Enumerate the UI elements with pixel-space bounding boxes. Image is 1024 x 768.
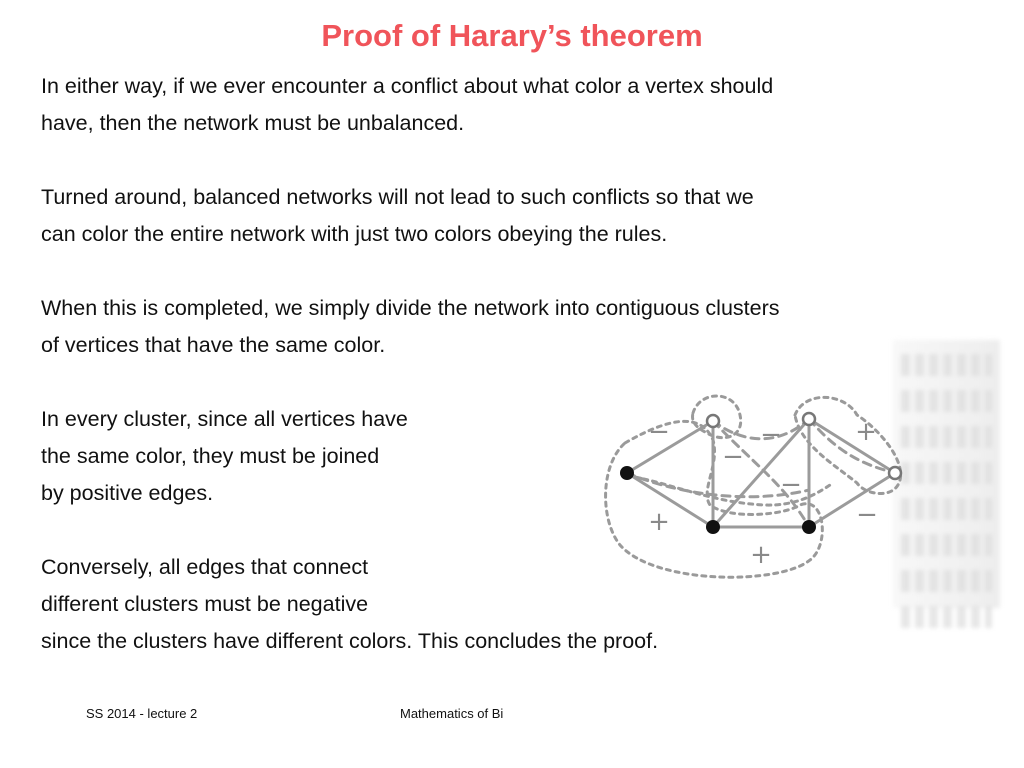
vertex-white (803, 413, 815, 425)
edge-sign-label: − (760, 420, 782, 450)
vertex-black (620, 466, 634, 480)
text-line: Conversely, all edges that connect (41, 555, 369, 579)
text-line: since the clusters have different colors. This concludes the proof. (41, 629, 659, 653)
paragraph-clusters (41, 290, 941, 364)
text-line: can color the entire network with just two colors obeying the rules. (41, 222, 668, 246)
network-edge (809, 473, 895, 527)
edge-sign-label: − (856, 500, 878, 530)
signed-network-figure (595, 385, 920, 600)
text-line: In either way, if we ever encounter a conflict about what color a vertex should (41, 74, 774, 98)
edge-sign-label: − (780, 470, 802, 500)
text-line: In every cluster, since all vertices have (41, 407, 408, 431)
paragraph-conflict (41, 68, 941, 142)
text-line: different clusters must be negative (41, 592, 369, 616)
footer-lecture: SS 2014 - lecture 2 (86, 706, 198, 721)
network-diagram (595, 385, 920, 595)
edge-sign-label: − (648, 417, 670, 447)
text-line: by positive edges. (41, 481, 214, 505)
text-line: When this is completed, we simply divide the network into contiguous clusters (41, 296, 780, 320)
edge-sign-label: + (750, 540, 772, 570)
edge-sign-label: − (722, 442, 744, 472)
network-edge (627, 473, 713, 527)
vertex-black (706, 520, 720, 534)
paragraph-balanced (41, 179, 941, 253)
text-line: the same color, they must be joined (41, 444, 380, 468)
edge-sign-label: + (648, 507, 670, 537)
network-edge (809, 419, 895, 473)
vertex-black (802, 520, 816, 534)
network-edge (627, 421, 713, 473)
vertex-white (889, 467, 901, 479)
slide-title: Proof of Harary’s theorem (321, 18, 703, 53)
text-line: have, then the network must be unbalanced. (41, 111, 465, 135)
vertex-white (707, 415, 719, 427)
footer-course-title: Mathematics of Bi (400, 706, 504, 721)
text-line: of vertices that have the same color. (41, 333, 386, 357)
edge-sign-label: + (855, 417, 877, 447)
text-line: Turned around, balanced networks will not lead to such conflicts so that we (41, 185, 754, 209)
